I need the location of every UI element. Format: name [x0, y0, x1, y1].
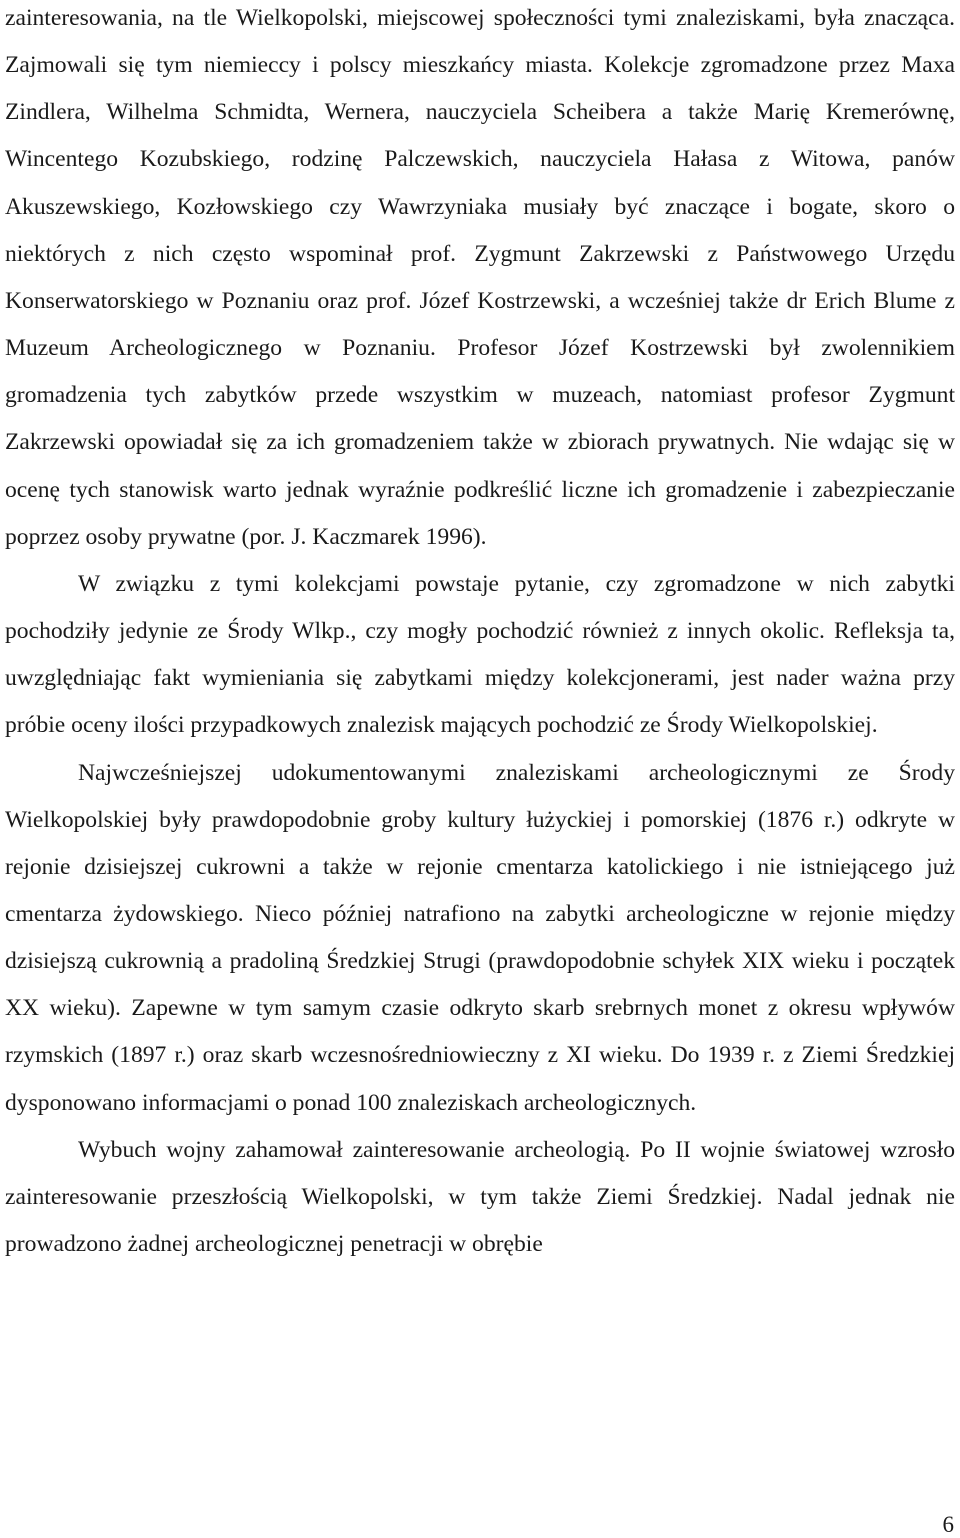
page-number: 6	[942, 1512, 954, 1537]
paragraph-earliest-finds: Najwcześniejszej udokumentowanymi znaleziskami archeologicznymi ze Środy Wielkopolskiej były prawdopodobnie groby kultury łużyckiej i pomorskiej (1876 r.) odkryte w rejonie dzisiejszej cukrowni a także w rejonie cmentarza katolickiego i nie istniejącego już cmentarza żydowskiego. Nieco później natrafiono na zabytki archeologiczne w rejonie między dzisiejszą cukrownią a pradoliną Średzkiej Strugi (prawdopodobnie schyłek XIX wieku i początek XX wieku). Zapewne w tym samym czasie odkryto skarb srebrnych monet z okresu wpływów rzymskich (1897 r.) oraz skarb wczesnośredniowieczny z XI wieku. Do 1939 r. z Ziemi Średzkiej dysponowano informacjami o ponad 100 znaleziskach archeologicznych.	[5, 759, 955, 1116]
paragraph-post-war: Wybuch wojny zahamował zainteresowanie archeologią. Po II wojnie światowej wzrosło zainteresowanie przeszłością Wielkopolski, w tym także Ziemi Średzkiej. Nadal jednak nie prowadzono żadnej archeologicznej penetracji w obrębie	[5, 1136, 955, 1258]
document-body	[5, 0, 955, 1268]
paragraph-collectors: zainteresowania, na tle Wielkopolski, miejscowej społeczności tymi znaleziskami, była znacząca. Zajmowali się tym niemieccy i polscy mieszkańcy miasta. Kolekcje zgromadzone przez Maxa Zindlera, Wilhelma Schmidta, Wernera, nauczyciela Scheibera a także Marię Kremerównę, Wincentego Kozubskiego, rodzinę Palczewskich, nauczyciela Hałasa z Witowa, panów Akuszewskiego, Kozłowskiego czy Wawrzyniaka musiały być znaczące i bogate, skoro o niektórych z nich często wspominał prof. Zygmunt Zakrzewski z Państwowego Urzędu Konserwatorskiego w Poznaniu oraz prof. Józef Kostrzewski, a wcześniej także dr Erich Blume z Muzeum Archeologicznego w Poznaniu. Profesor Józef Kostrzewski był zwolennikiem gromadzenia tych zabytków przede wszystkim w muzeach, natomiast profesor Zygmunt Zakrzewski opowiadał się za ich gromadzeniem także w zbiorach prywatnych. Nie wdając się w ocenę tych stanowisk warto jednak wyraźnie podkreślić liczne ich gromadzenie i zabezpieczanie poprzez osoby prywatne (por. J. Kaczmarek 1996).	[5, 5, 955, 550]
paragraph-origin-question: W związku z tymi kolekcjami powstaje pytanie, czy zgromadzone w nich zabytki pochodziły jedynie ze Środy Wlkp., czy mogły pochodzić również z innych okolic. Refleksja ta, uwzględniając fakt wymieniania się zabytkami między kolekcjonerami, jest nader ważna przy próbie oceny ilości przypadkowych znalezisk mających pochodzić ze Środy Wielkopolskiej.	[5, 570, 955, 739]
